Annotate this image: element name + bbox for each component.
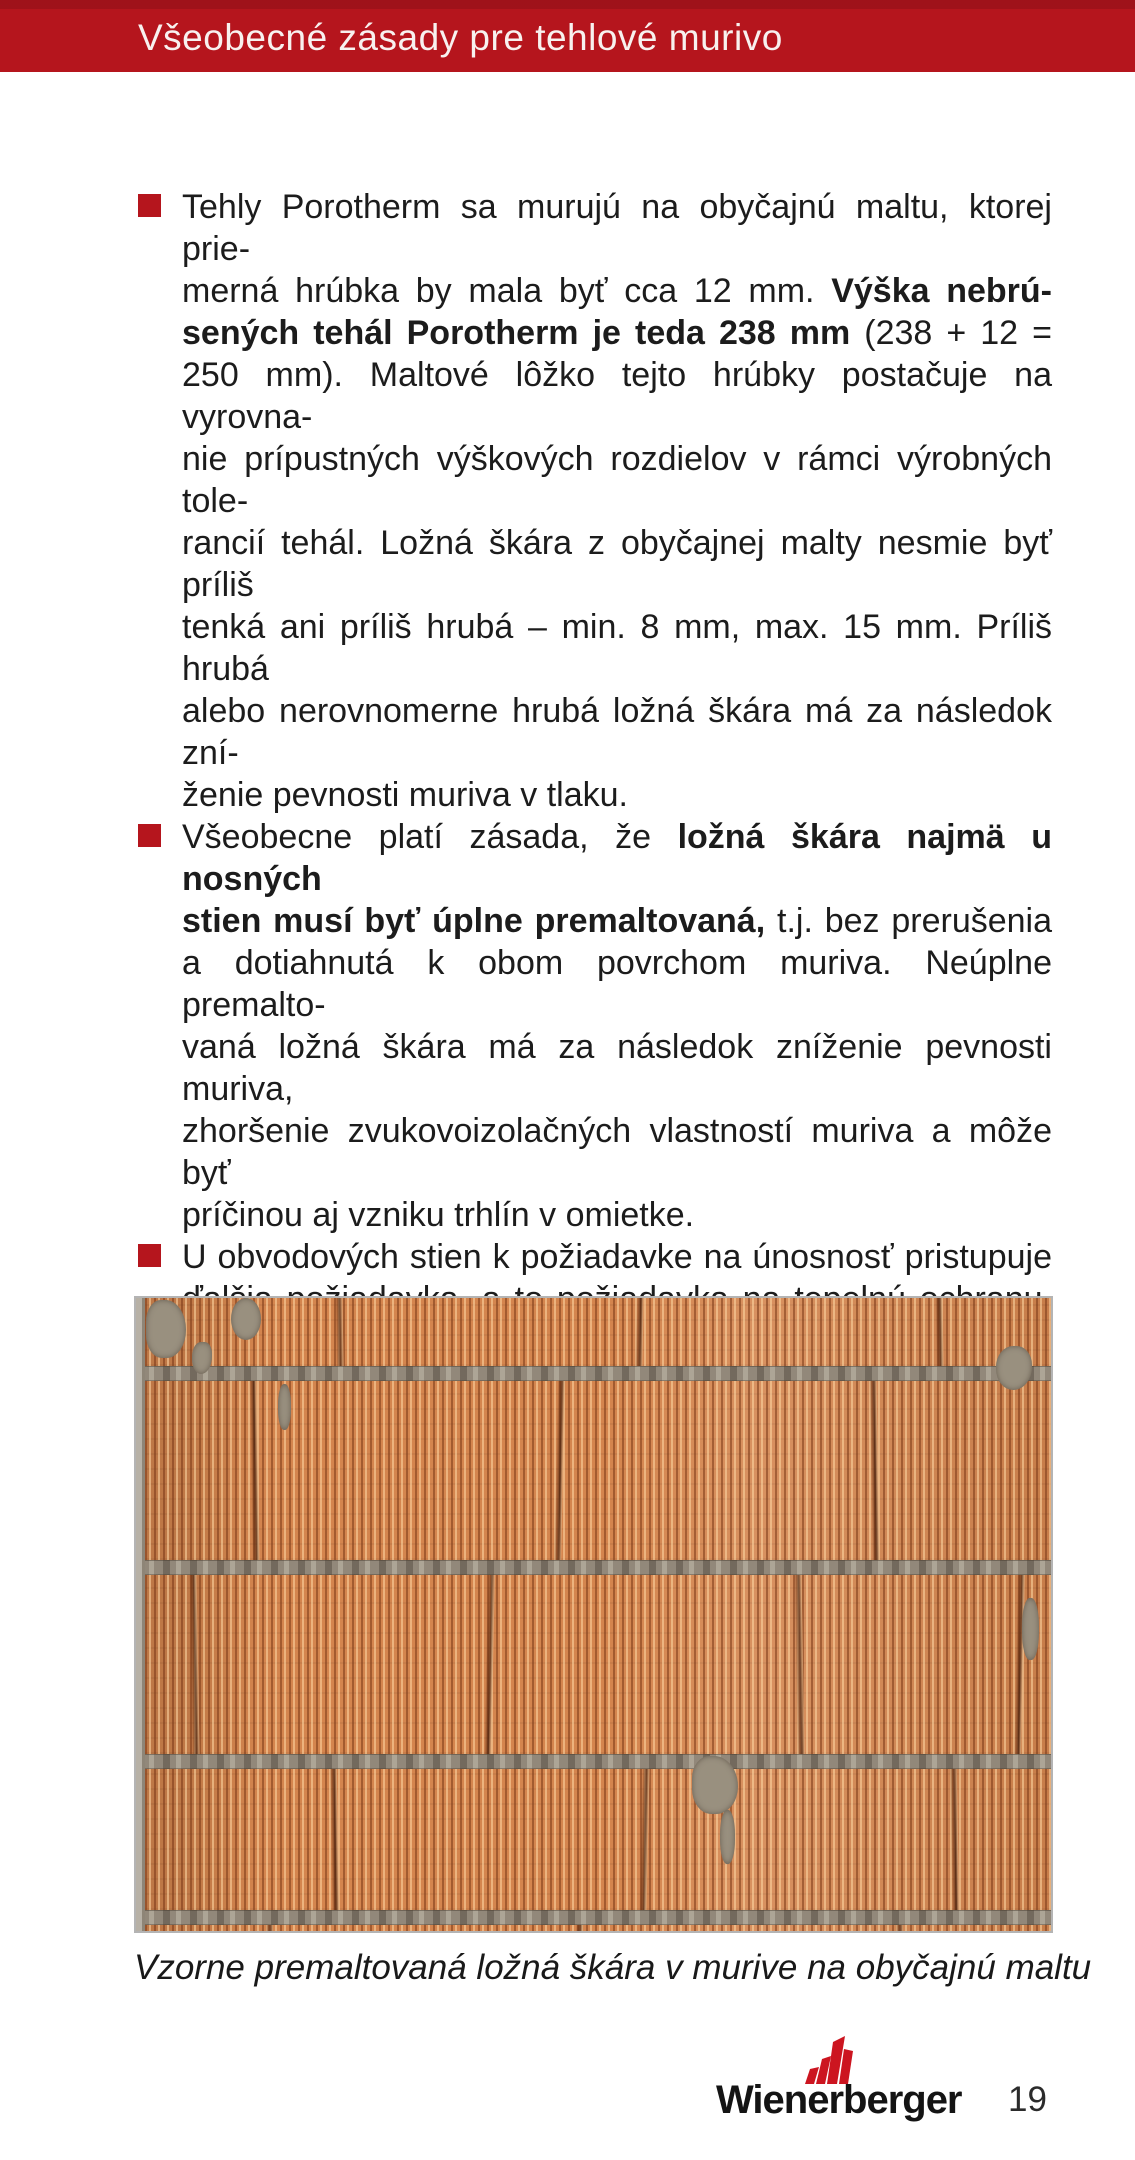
mortar-splatter xyxy=(146,1300,186,1358)
text-line xyxy=(182,438,1052,522)
text-segment: merná hrúbka by mala byť cca 12 mm. xyxy=(182,272,832,310)
text-segment: (238 + 12 = xyxy=(850,314,1052,352)
brick-row xyxy=(136,1769,1051,1910)
text-segment: 250 mm). Maltové lôžko tejto hrúbky postačuje na vyrovna- xyxy=(182,356,1052,436)
text-segment: a dotiahnutá k obom povrchom muriva. Neúplne premalto- xyxy=(182,944,1052,1024)
text-line xyxy=(182,816,1052,900)
text-segment: t.j. bez prerušenia xyxy=(765,902,1053,940)
brick-gap xyxy=(576,1925,583,1933)
bold-text-segment: Výška nebrú- xyxy=(831,272,1053,310)
text-line xyxy=(182,1026,1052,1110)
text-segment: Všeobecne platí zásada, že xyxy=(182,818,678,856)
text-line xyxy=(182,900,1052,942)
text-line xyxy=(182,312,1052,354)
brick-gap xyxy=(935,1298,943,1366)
text-segment: nie prípustných výškových rozdielov v rámci výrobných tole- xyxy=(182,440,1052,520)
brick-row xyxy=(136,1298,1051,1366)
header-bar xyxy=(0,0,1135,72)
text-line xyxy=(182,1236,1052,1278)
mortar-splatter xyxy=(692,1756,738,1814)
photo-left-edge xyxy=(136,1298,145,1931)
mortar-splatter xyxy=(720,1810,735,1864)
mortar-joint xyxy=(136,1754,1051,1769)
page-title: Všeobecné zásady pre tehlové murivo xyxy=(138,17,783,58)
text-segment: tenká ani príliš hrubá – min. 8 mm, max. 15 mm. Príliš hrubá xyxy=(182,608,1052,688)
figure-caption: Vzorne premaltovaná ložná škára v murive na obyčajnú maltu xyxy=(134,1948,1092,1987)
square-bullet-marker xyxy=(138,824,161,847)
text-segment: vaná ložná škára má za následok zníženie pevnosti muriva, xyxy=(182,1028,1052,1108)
square-bullet-marker xyxy=(138,1244,161,1267)
text-segment: U obvodových stien k požiadavke na únosnosť pristupuje xyxy=(182,1238,1052,1276)
bold-text-segment: ložná škára najmä u nosných xyxy=(182,818,1052,898)
mortar-splatter xyxy=(278,1384,291,1430)
text-line xyxy=(182,690,1052,774)
page-number: 19 xyxy=(1008,2080,1047,2119)
wienerberger-logo-text: Wienerberger xyxy=(716,2078,962,2122)
text-line xyxy=(182,606,1052,690)
brick-wall-photo xyxy=(134,1296,1053,1933)
text-line xyxy=(182,1110,1052,1194)
text-line xyxy=(182,186,1052,270)
text-line xyxy=(182,354,1052,438)
brick-row xyxy=(136,1575,1051,1754)
text-segment: ženie pevnosti muriva v tlaku. xyxy=(182,776,628,814)
bold-text-segment: sených tehál Porotherm je teda 238 mm xyxy=(182,314,851,352)
text-segment: Tehly Porotherm sa murujú na obyčajnú maltu, ktorej prie- xyxy=(182,188,1052,268)
wienerberger-flame-icon xyxy=(804,2036,854,2084)
text-segment: príčinou aj vzniku trhlín v omietke. xyxy=(182,1196,695,1234)
brick-gap xyxy=(335,1298,343,1366)
mortar-splatter xyxy=(231,1298,261,1340)
bullet-item xyxy=(138,186,1052,816)
text-line xyxy=(182,522,1052,606)
brick-row xyxy=(136,1381,1051,1560)
brick-row xyxy=(136,1925,1051,1933)
bold-text-segment: stien musí byť úplne premaltovaná, xyxy=(182,902,766,940)
text-segment: rancií tehál. Ložná škára z obyčajnej malty nesmie byť príliš xyxy=(182,524,1052,604)
brick-gap xyxy=(896,1925,903,1933)
text-line xyxy=(182,1194,1052,1236)
text-segment: alebo nerovnomerne hrubá ložná škára má za následok zní- xyxy=(182,692,1052,772)
text-segment: zhoršenie zvukovoizolačných vlastností muriva a môže byť xyxy=(182,1112,1052,1192)
brick-gap xyxy=(635,1298,643,1366)
mortar-joint xyxy=(136,1560,1051,1575)
text-line xyxy=(182,270,1052,312)
brick-gap xyxy=(266,1925,273,1933)
mortar-joint xyxy=(136,1910,1051,1925)
text-line xyxy=(182,774,1052,816)
mortar-splatter xyxy=(1022,1598,1039,1660)
bullet-item xyxy=(138,816,1052,1236)
text-line xyxy=(182,942,1052,1026)
mortar-joint xyxy=(136,1366,1051,1381)
square-bullet-marker xyxy=(138,194,161,217)
